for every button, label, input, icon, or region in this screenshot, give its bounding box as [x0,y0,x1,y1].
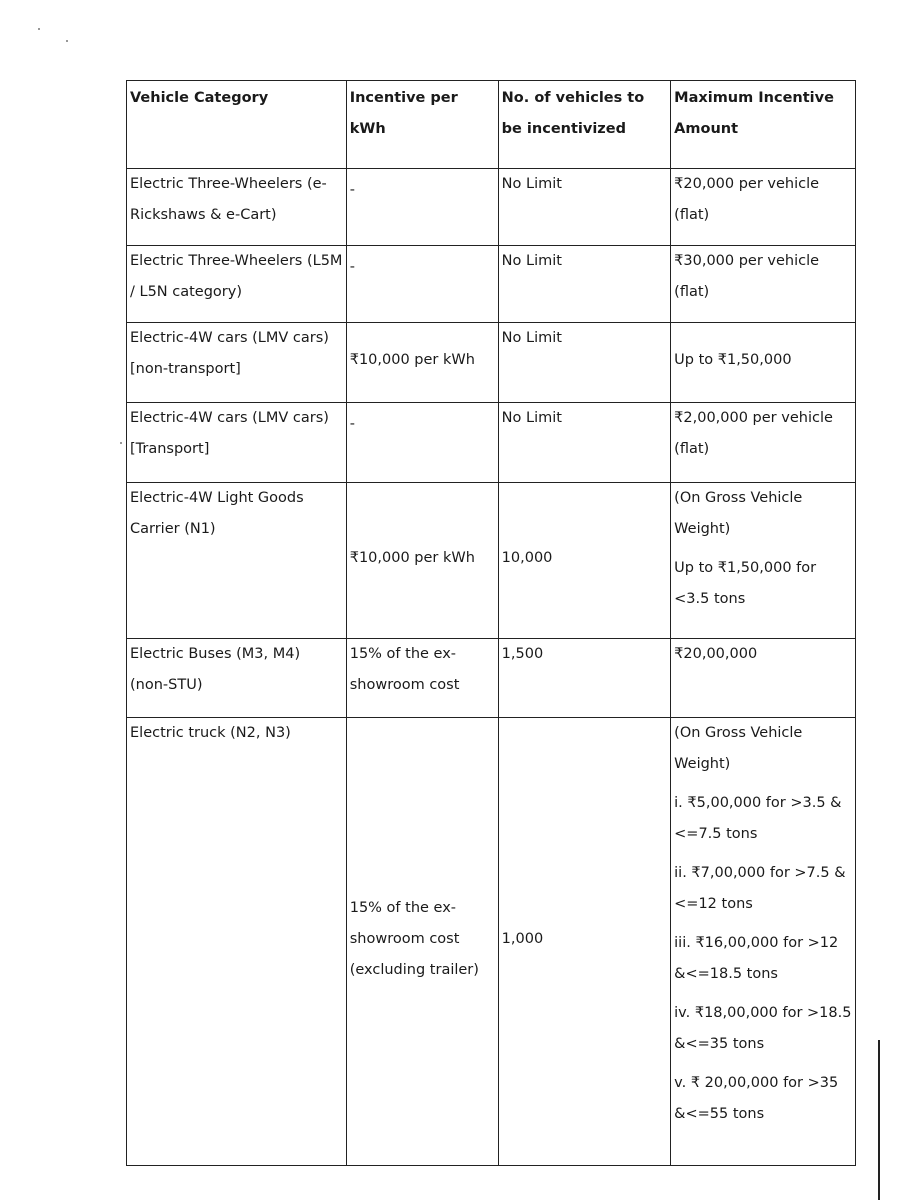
cell-incentive-per-kwh: 15% of the ex-showroom cost [346,639,498,718]
cell-incentive-per-kwh [346,403,498,483]
cell-vehicles: No Limit [498,246,670,323]
incentive-value: - [349,259,355,275]
cell-max-incentive [671,718,856,1166]
cell-incentive-per-kwh [346,246,498,323]
cell-category: Electric-4W Light Goods Carrier (N1) [127,483,347,639]
cell-vehicles: No Limit [498,169,670,246]
cell-category: Electric-4W cars (LMV cars) [non-transport] [127,323,347,403]
table-header-row [127,81,856,169]
max-incentive-line: Up to ₹1,50,000 for <3.5 tons [674,560,817,607]
cell-category: Electric Three-Wheelers (L5M / L5N category) [127,246,347,323]
max-incentive-note: (On Gross Vehicle Weight) [674,490,803,537]
table-row [127,639,856,718]
cell-vehicles: 10,000 [498,483,670,639]
scan-speck [120,442,122,444]
header-no-of-vehicles: No. of vehicles to be incentivized [498,81,670,169]
table-row [127,246,856,323]
cell-max-incentive: Up to ₹1,50,000 [671,323,856,403]
incentive-value: - [349,182,355,198]
cell-max-incentive: ₹20,000 per vehicle (flat) [671,169,856,246]
cell-incentive-per-kwh: 15% of the ex-showroom cost (excluding trailer) [346,718,498,1166]
cell-incentive-per-kwh: ₹10,000 per kWh [346,323,498,403]
incentive-table [126,80,856,1166]
header-maximum-incentive: Maximum Incentive Amount [671,81,856,169]
cell-incentive-per-kwh: ₹10,000 per kWh [346,483,498,639]
table-row [127,483,856,639]
cell-vehicles: 1,500 [498,639,670,718]
max-incentive-line: iv. ₹18,00,000 for >18.5 &<=35 tons [674,1005,852,1052]
max-incentive-line: ii. ₹7,00,000 for >7.5 &<=12 tons [674,865,846,912]
page-edge-line [878,1040,880,1200]
cell-incentive-per-kwh [346,169,498,246]
cell-vehicles: 1,000 [498,718,670,1166]
cell-max-incentive: ₹20,00,000 [671,639,856,718]
cell-category: Electric-4W cars (LMV cars) [Transport] [127,403,347,483]
cell-category: Electric Buses (M3, M4) (non-STU) [127,639,347,718]
max-incentive-line: iii. ₹16,00,000 for >12 &<=18.5 tons [674,935,839,982]
cell-max-incentive: ₹30,000 per vehicle (flat) [671,246,856,323]
max-incentive-line: i. ₹5,00,000 for >3.5 &<=7.5 tons [674,795,842,842]
incentive-value: - [349,416,355,432]
cell-max-incentive: ₹2,00,000 per vehicle (flat) [671,403,856,483]
header-vehicle-category: Vehicle Category [127,81,347,169]
table-row [127,403,856,483]
cell-vehicles: No Limit [498,403,670,483]
scan-speck [38,28,40,30]
cell-vehicles: No Limit [498,323,670,403]
scan-speck [66,40,68,42]
header-incentive-per-kwh: Incentive per kWh [346,81,498,169]
max-incentive-line: v. ₹ 20,00,000 for >35 &<=55 tons [674,1075,839,1122]
max-incentive-note: (On Gross Vehicle Weight) [674,725,803,772]
table-row [127,169,856,246]
table-row [127,323,856,403]
cell-category: Electric truck (N2, N3) [127,718,347,1166]
cell-category: Electric Three-Wheelers (e-Rickshaws & e-Cart) [127,169,347,246]
table-row [127,718,856,1166]
cell-max-incentive [671,483,856,639]
